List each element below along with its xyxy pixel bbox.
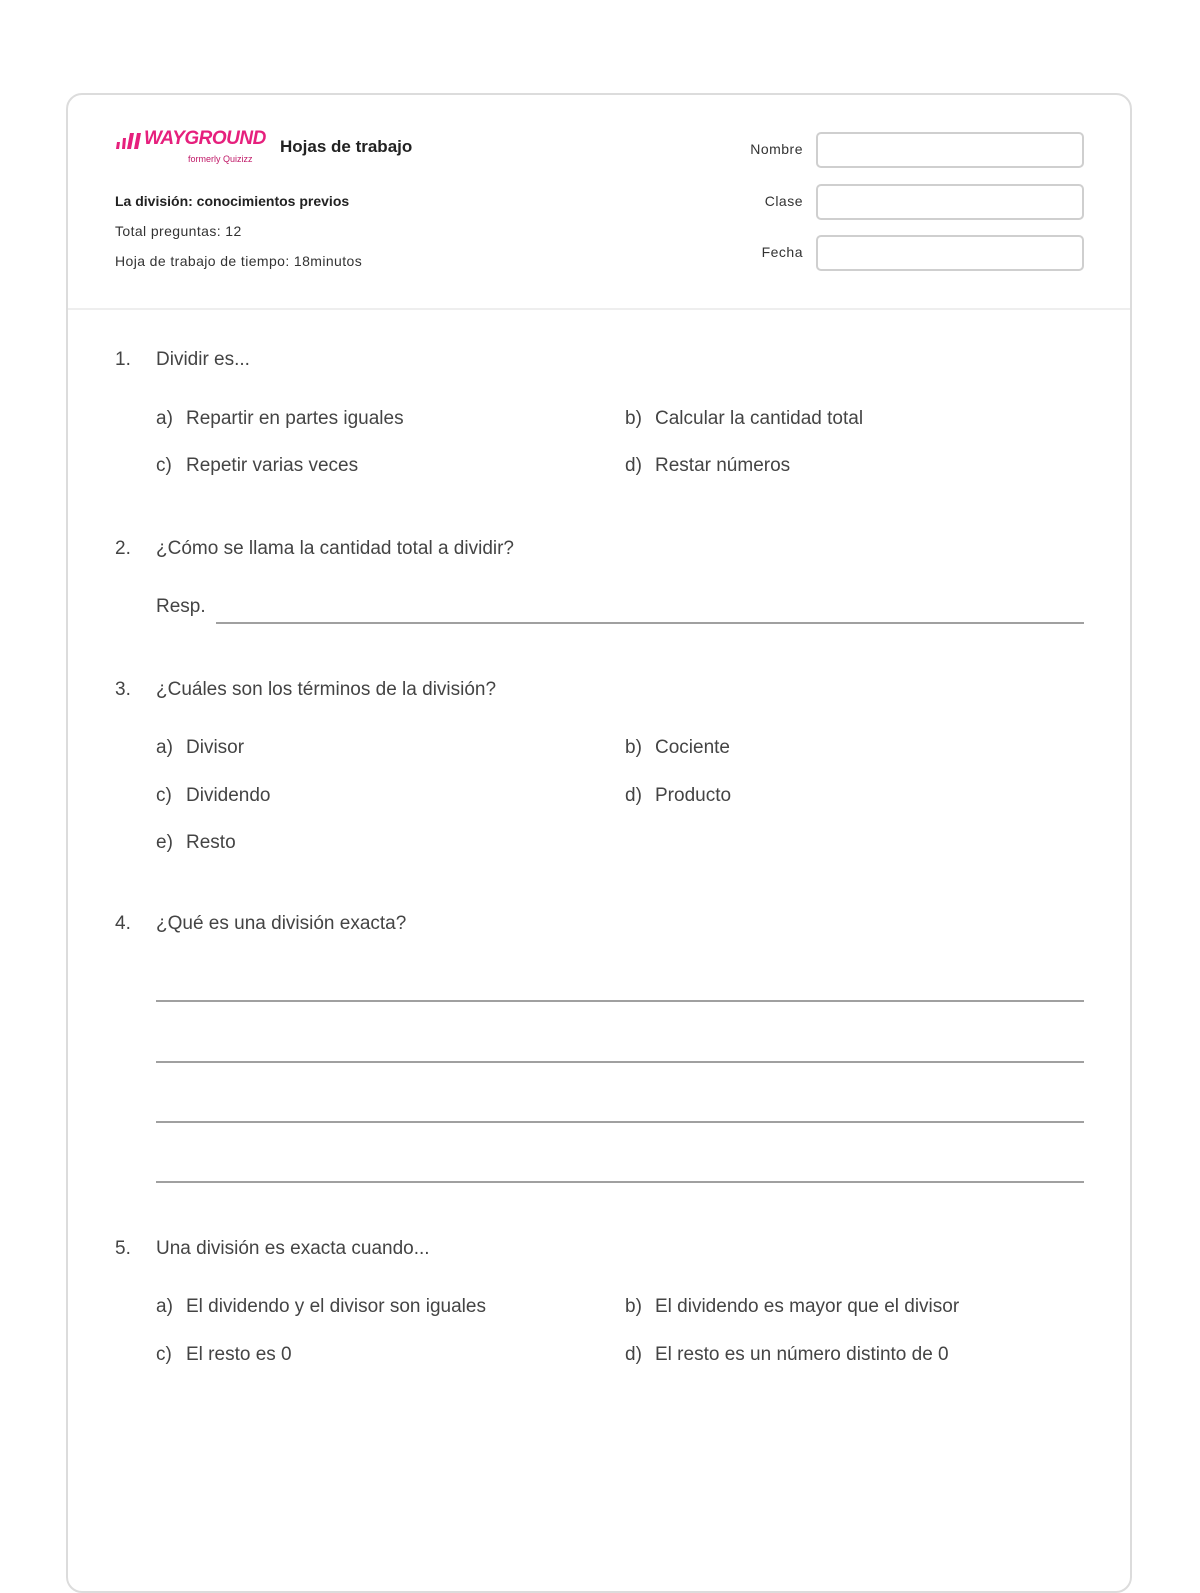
answer-line[interactable]: [156, 1061, 1084, 1063]
option-letter: d): [625, 455, 642, 476]
wayground-logo: [116, 128, 270, 168]
header-divider: [68, 308, 1130, 310]
question-text: Una división es exacta cuando...: [156, 1238, 430, 1259]
option-text: Repartir en partes iguales: [186, 408, 404, 429]
date-field[interactable]: [816, 235, 1084, 271]
option-letter: c): [156, 455, 172, 476]
class-label: Clase: [764, 193, 803, 209]
option-letter: b): [625, 408, 642, 429]
question-number: 5.: [115, 1238, 131, 1259]
option-text: Divisor: [186, 737, 245, 758]
answer-option[interactable]: [625, 737, 730, 759]
answer-option[interactable]: [156, 785, 271, 807]
date-label: Fecha: [761, 244, 803, 260]
option-letter: b): [625, 737, 642, 758]
option-letter: c): [156, 1344, 172, 1365]
option-text: El dividendo es mayor que el divisor: [655, 1296, 960, 1317]
logo-brand-text: WAYGROUND: [144, 128, 266, 149]
option-letter: d): [625, 785, 642, 806]
answer-option[interactable]: [625, 785, 731, 807]
option-letter: e): [156, 832, 173, 853]
answer-option[interactable]: [625, 408, 863, 430]
answer-option[interactable]: [156, 737, 244, 759]
option-text: El dividendo y el divisor son iguales: [186, 1296, 486, 1317]
answer-option[interactable]: [156, 832, 236, 854]
answer-option[interactable]: [156, 408, 404, 430]
option-text: Producto: [655, 785, 732, 806]
option-letter: a): [156, 737, 173, 758]
response-label: Resp.: [156, 596, 206, 617]
class-field[interactable]: [816, 184, 1084, 220]
time-info: Hoja de trabajo de tiempo: 18minutos: [115, 253, 363, 269]
option-text: Restar números: [655, 455, 791, 476]
question-text: Dividir es...: [156, 349, 250, 370]
option-text: Repetir varias veces: [186, 455, 359, 476]
answer-option[interactable]: [156, 1296, 486, 1318]
total-questions: Total preguntas: 12: [115, 223, 242, 239]
name-field[interactable]: [816, 132, 1084, 168]
option-letter: a): [156, 1296, 173, 1317]
answer-line[interactable]: [156, 1181, 1084, 1183]
option-text: Resto: [186, 832, 236, 853]
option-text: Dividendo: [186, 785, 271, 806]
worksheet-label: Hojas de trabajo: [280, 137, 413, 156]
quiz-title: La división: conocimientos previos: [115, 193, 350, 209]
answer-option[interactable]: [156, 1344, 292, 1366]
option-text: Cociente: [655, 737, 730, 758]
question-number: 1.: [115, 349, 131, 370]
option-letter: b): [625, 1296, 642, 1317]
question-number: 4.: [115, 913, 131, 934]
answer-option[interactable]: [625, 1344, 949, 1366]
answer-line[interactable]: [156, 1000, 1084, 1002]
option-letter: c): [156, 785, 172, 806]
question-text: ¿Cómo se llama la cantidad total a dividir?: [156, 538, 515, 559]
question-number: 3.: [115, 679, 131, 700]
logo-bars-icon: [116, 132, 142, 150]
name-label: Nombre: [750, 141, 803, 157]
answer-option[interactable]: [625, 455, 790, 477]
option-text: Calcular la cantidad total: [655, 408, 864, 429]
answer-line[interactable]: [216, 622, 1084, 624]
option-text: El resto es 0: [186, 1344, 292, 1365]
question-number: 2.: [115, 538, 131, 559]
question-text: ¿Cuáles son los términos de la división?: [156, 679, 497, 700]
question-text: ¿Qué es una división exacta?: [156, 913, 407, 934]
option-letter: d): [625, 1344, 642, 1365]
answer-option[interactable]: [156, 455, 358, 477]
option-text: El resto es un número distinto de 0: [655, 1344, 949, 1365]
logo-subtitle: formerly Quizizz: [188, 154, 253, 164]
answer-option[interactable]: [625, 1296, 959, 1318]
option-letter: a): [156, 408, 173, 429]
answer-line[interactable]: [156, 1121, 1084, 1123]
